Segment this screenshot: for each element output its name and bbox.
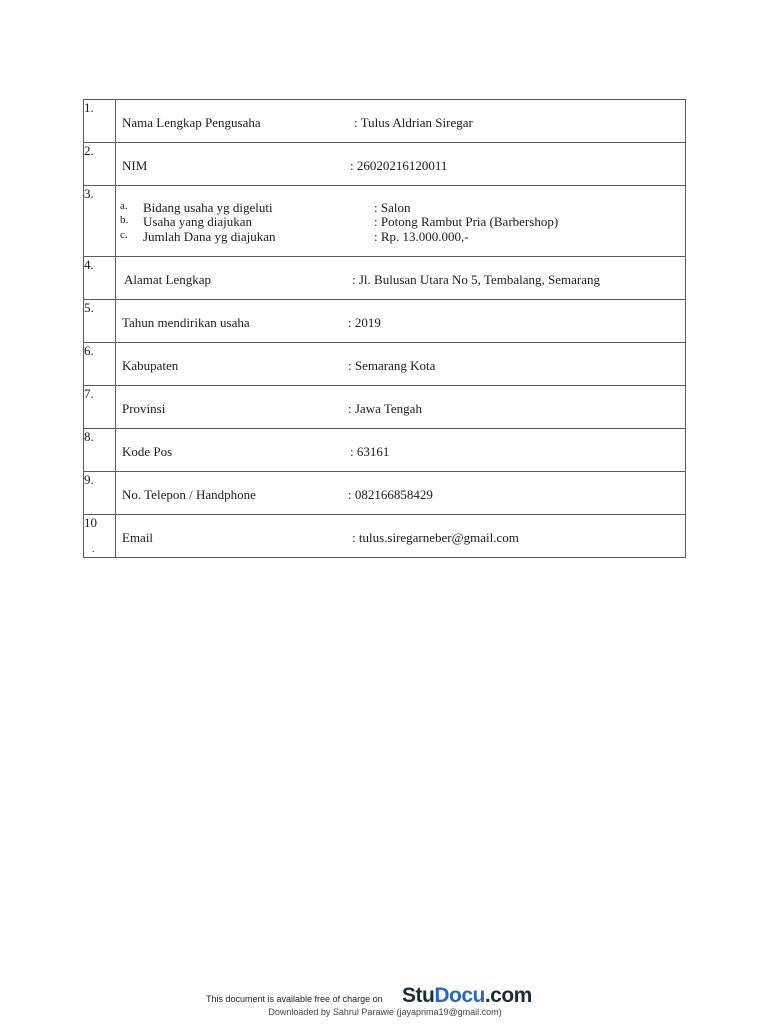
- table-row: [84, 515, 686, 558]
- table-row: [84, 186, 686, 257]
- row-number-text: 10: [84, 515, 97, 530]
- business-info-table: [83, 99, 686, 558]
- table-row: [84, 143, 686, 186]
- field-label: Kabupaten: [122, 358, 179, 373]
- sub-item-letter: b.: [120, 214, 129, 226]
- table-row: [84, 300, 686, 343]
- field-value: : 63161: [350, 444, 390, 459]
- field-label: Alamat Lengkap: [124, 272, 211, 287]
- row-number: 9.: [84, 472, 116, 515]
- row-number: 6.: [84, 343, 116, 386]
- field-value: : Jawa Tengah: [348, 401, 422, 416]
- field-value: : tulus.siregarneber@gmail.com: [352, 530, 519, 545]
- field-label: Email: [122, 530, 154, 545]
- field-label: Nama Lengkap Pengusaha: [122, 115, 261, 130]
- row-number: 4.: [84, 257, 116, 300]
- field-label: Kode Pos: [122, 444, 173, 459]
- sub-item-letter: c.: [120, 229, 128, 241]
- row-number: 2.: [84, 143, 116, 186]
- logo-part: Stu: [402, 984, 435, 1007]
- field-label: NIM: [122, 158, 148, 173]
- sub-item-value: : Salon: [374, 200, 411, 215]
- row-number: 5.: [84, 300, 116, 343]
- sub-item-value: : Rp. 13.000.000,-: [374, 229, 469, 244]
- row-number: 8.: [84, 429, 116, 472]
- sub-item-value: : Potong Rambut Pria (Barbershop): [374, 214, 559, 229]
- field-value: : 082166858429: [348, 487, 433, 502]
- logo-part: .com: [484, 984, 532, 1007]
- table-row: [84, 100, 686, 143]
- studocu-logo[interactable]: [402, 984, 532, 1008]
- studocu-footer: [196, 980, 574, 1020]
- downloaded-by-text: Downloaded by Sahrul Parawie (jayaprima19@gmail.com): [268, 1007, 502, 1017]
- field-value: : 26020216120011: [350, 158, 448, 173]
- footer-note: This document is available free of charge on: [206, 994, 383, 1004]
- field-value: : Jl. Bulusan Utara No 5, Tembalang, Semarang: [352, 272, 600, 287]
- table-row: [84, 429, 686, 472]
- row-number: 1.: [84, 100, 116, 143]
- table-row: [84, 386, 686, 429]
- row-number: 3.: [84, 186, 116, 257]
- field-value: : Tulus Aldrian Siregar: [354, 115, 473, 130]
- table-row: [84, 257, 686, 300]
- sub-item-label: Usaha yang diajukan: [143, 214, 253, 229]
- field-value: : Semarang Kota: [348, 358, 436, 373]
- logo-part-accent: Docu: [434, 984, 485, 1007]
- table-row: [84, 472, 686, 515]
- row-number-suffix: .: [92, 544, 95, 555]
- field-value: : 2019: [348, 315, 381, 330]
- sub-item-label: Bidang usaha yg digeluti: [143, 200, 273, 215]
- row-number: [84, 515, 116, 558]
- table-row: [84, 343, 686, 386]
- field-label: No. Telepon / Handphone: [122, 487, 256, 502]
- sub-item-letter: a.: [120, 200, 128, 212]
- field-label: Provinsi: [122, 401, 166, 416]
- sub-item-label: Jumlah Dana yg diajukan: [143, 229, 276, 244]
- field-label: Tahun mendirikan usaha: [122, 315, 250, 330]
- row-number: 7.: [84, 386, 116, 429]
